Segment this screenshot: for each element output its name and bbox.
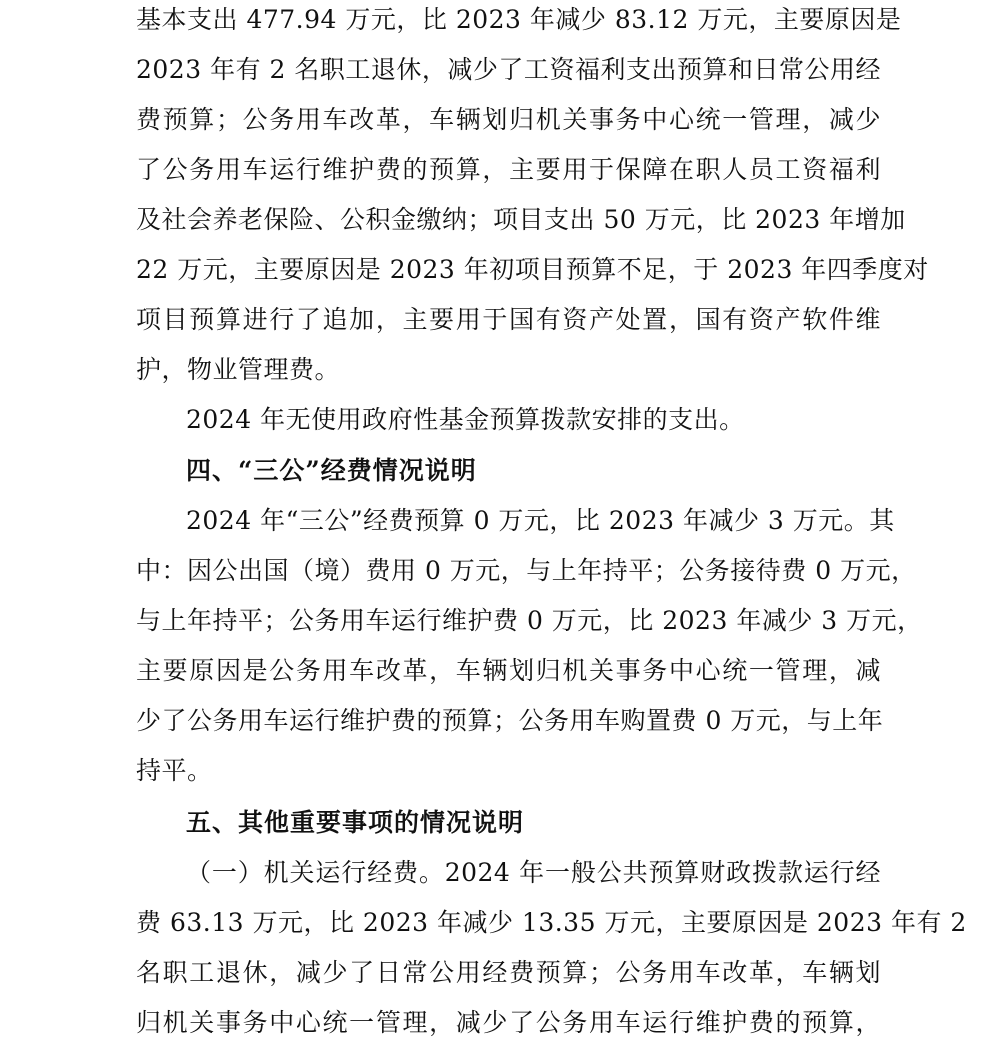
text-line: 基本支出 477.94 万元，比 2023 年减少 83.12 万元，主要原因是 [136, 5, 902, 34]
text-line: 2024 年无使用政府性基金预算拨款安排的支出。 [186, 405, 745, 434]
text-line: 持平。 [136, 756, 213, 785]
text-line: （一）机关运行经费。2024 年一般公共预算财政拨款运行经 [186, 858, 881, 887]
text-line: 归机关事务中心统一管理，减少了公务用车运行维护费的预算， [136, 1008, 881, 1037]
text-line: 少了公务用车运行维护费的预算；公务用车购置费 0 万元，与上年 [136, 706, 884, 735]
section-heading-other-matters: 五、其他重要事项的情况说明 [186, 808, 525, 837]
text-line: 与上年持平；公务用车运行维护费 0 万元，比 2023 年减少 3 万元， [136, 606, 923, 635]
text-line: 主要原因是公务用车改革，车辆划归机关事务中心统一管理，减 [136, 656, 881, 685]
text-line: 项目预算进行了追加，主要用于国有资产处置，国有资产软件维 [136, 305, 881, 334]
text-line: 费 63.13 万元，比 2023 年减少 13.35 万元，主要原因是 2023 年有 2 [136, 908, 967, 937]
text-line: 22 万元，主要原因是 2023 年初项目预算不足，于 2023 年四季度对 [136, 255, 929, 284]
text-line: 2023 年有 2 名职工退休，减少了工资福利支出预算和日常公用经 [136, 55, 881, 84]
section-heading-sangong: 四、“三公”经费情况说明 [186, 456, 477, 485]
text-line: 2024 年“三公”经费预算 0 万元，比 2023 年减少 3 万元。其 [186, 506, 895, 535]
text-line: 了公务用车运行维护费的预算，主要用于保障在职人员工资福利 [136, 155, 881, 184]
text-line: 费预算；公务用车改革，车辆划归机关事务中心统一管理，减少 [136, 105, 881, 134]
text-line: 及社会养老保险、公积金缴纳；项目支出 50 万元，比 2023 年增加 [136, 205, 906, 234]
text-line: 中：因公出国（境）费用 0 万元，与上年持平；公务接待费 0 万元， [136, 556, 917, 585]
text-line: 护，物业管理费。 [136, 355, 341, 384]
text-line: 名职工退休，减少了日常公用经费预算；公务用车改革，车辆划 [136, 958, 881, 987]
